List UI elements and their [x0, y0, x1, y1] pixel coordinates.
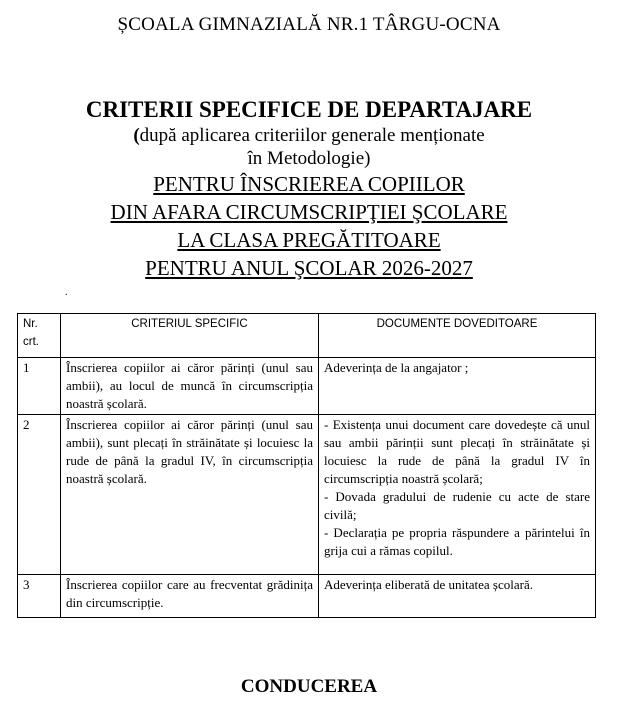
- subtitle-text-1: după aplicarea criteriilor generale menționate: [139, 125, 485, 146]
- heading-subtitle-line1: [0, 124, 618, 147]
- stray-dot: .: [65, 287, 68, 298]
- criteria-table: [17, 313, 596, 618]
- document-item: - Dovada gradului de rudenie cu acte de stare civilă;: [324, 489, 590, 522]
- row-number: 2: [18, 415, 61, 575]
- row-number: 3: [18, 575, 61, 618]
- row-number: 1: [18, 358, 61, 415]
- title-line-3: LA CLASA PREGĂTITOARE: [177, 228, 441, 252]
- heading-subtitle-line2: în Metodologie): [247, 148, 371, 169]
- table-row: [18, 358, 596, 415]
- signature-conducerea: CONDUCEREA: [240, 676, 378, 697]
- document-item: - Declarația pe propria răspundere a părintelui în grija cui a rămas copilul.: [324, 525, 590, 558]
- document-item: - Existența unui document care dovedește că unul sau ambii părinții sunt plecați în străinătate și locuiesc la rude de până la gradul IV în circumscripția noastră școlară;: [324, 417, 590, 486]
- title-line-1: PENTRU ÎNSCRIEREA COPIILOR: [153, 172, 465, 196]
- header-nr: Nr. crt.: [18, 314, 61, 358]
- documente-cell: [319, 415, 596, 575]
- subtitle-open-paren: (: [133, 125, 140, 146]
- table-header-row: [18, 314, 596, 358]
- documente-cell: [319, 575, 596, 618]
- header-criteriu: CRITERIUL SPECIFIC: [61, 314, 319, 358]
- school-name: ȘCOALA GIMNAZIALĂ NR.1 TÂRGU-OCNA: [117, 14, 501, 35]
- documente-cell: [319, 358, 596, 415]
- table-row: [18, 575, 596, 618]
- title-line-4: PENTRU ANUL ŞCOLAR 2026-2027: [145, 256, 473, 280]
- criteriu-cell: Înscrierea copiilor ai căror părinți (unul sau ambii), sunt plecați în străinătate și locuiesc la rude de până la gradul IV, în circumscripția noastră școlară.: [61, 415, 319, 575]
- document-heading: CRITERII SPECIFICE DE DEPARTAJARE: [85, 97, 533, 122]
- document-item: Adeverința de la angajator ;: [324, 360, 469, 375]
- criteriu-cell: Înscrierea copiilor ai căror părinți (unul sau ambii), au locul de muncă în circumscripția noastră școlară.: [61, 358, 319, 415]
- title-line-2: DIN AFARA CIRCUMSCRIPŢIEI ŞCOLARE: [110, 200, 508, 224]
- criteriu-cell: Înscrierea copiilor care au frecventat grădinița din circumscripție.: [61, 575, 319, 618]
- header-documente: DOCUMENTE DOVEDITOARE: [319, 314, 596, 358]
- heading-block: [0, 96, 618, 282]
- table-row: [18, 415, 596, 575]
- document-item: Adeverința eliberată de unitatea școlară.: [324, 577, 533, 592]
